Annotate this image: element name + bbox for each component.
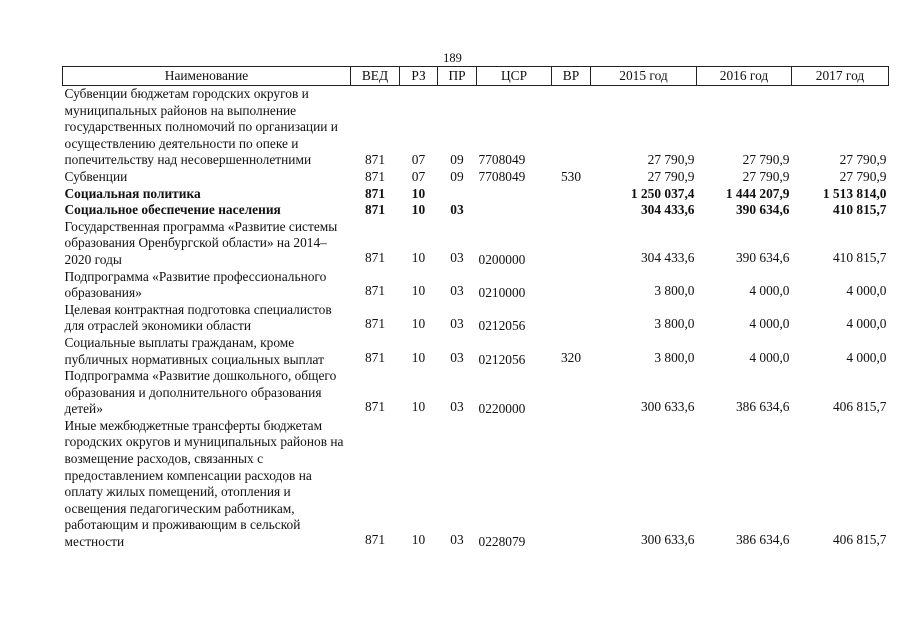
- table-row: [63, 335, 889, 368]
- cell-ved: 871: [364, 168, 386, 184]
- cell-name: Подпрограмма «Развитие дошкольного, общего образования и дополнительного образования детей»: [64, 368, 337, 417]
- cell-rz: 10: [411, 532, 426, 548]
- cell-rz: 10: [411, 283, 426, 299]
- table-header-row: [63, 67, 889, 86]
- cell-2016: 390 634,6: [735, 249, 790, 265]
- cell-vr: [552, 366, 591, 416]
- cell-2016: 390 634,6: [735, 202, 790, 218]
- cell-2015: 304 433,6: [640, 202, 695, 218]
- cell-2016: 386 634,6: [735, 399, 790, 415]
- cell-vr: 530: [560, 168, 582, 184]
- cell-ved: 871: [364, 316, 386, 332]
- cell-vr: [552, 217, 591, 267]
- table-row: [63, 86, 889, 169]
- cell-name: Субвенции бюджетам городских округов и муниципальных районов на выполнение государственных полномочий по организации и осуществлению деятельности по опеке и попечительству над несовершеннолетними: [64, 86, 338, 168]
- cell-2017: 410 815,7: [832, 202, 887, 218]
- cell-vr: [552, 267, 591, 300]
- cell-2017: 406 815,7: [832, 399, 887, 415]
- cell-pr: 03: [450, 283, 464, 299]
- col-header-2015: 2015 год: [591, 67, 697, 86]
- cell-pr: 03: [450, 399, 464, 415]
- cell-name: Социальное обеспечение населения: [64, 202, 281, 218]
- cell-2016: 4 000,0: [749, 283, 790, 299]
- cell-rz: 07: [411, 168, 426, 184]
- cell-ved: 871: [364, 399, 386, 415]
- cell-csr: [477, 186, 552, 203]
- col-header-rz: РЗ: [400, 67, 438, 86]
- cell-2016: 4 000,0: [749, 349, 790, 365]
- cell-pr: 03: [450, 349, 464, 365]
- table-row: [63, 418, 889, 551]
- cell-pr: 03: [450, 202, 464, 218]
- cell-ved: 871: [364, 185, 386, 201]
- cell-csr: 7708049: [478, 168, 526, 184]
- table-row: [63, 302, 889, 335]
- col-header-csr: ЦСР: [477, 67, 552, 86]
- cell-2015: 304 433,6: [640, 249, 695, 265]
- col-header-2017: 2017 год: [792, 67, 889, 86]
- cell-2016: 1 444 207,9: [725, 185, 790, 201]
- cell-pr: 03: [450, 316, 464, 332]
- cell-pr: 09: [450, 152, 464, 168]
- table-row: [63, 269, 889, 302]
- cell-2017: 27 790,9: [839, 152, 887, 168]
- cell-pr: 03: [450, 532, 464, 548]
- cell-2015: 3 800,0: [654, 349, 695, 365]
- cell-vr: [552, 86, 591, 169]
- cell-name: Подпрограмма «Развитие профессионального образования»: [64, 268, 327, 301]
- cell-csr: 0228079: [478, 534, 526, 550]
- cell-2016: 27 790,9: [742, 168, 790, 184]
- cell-rz: 07: [411, 152, 426, 168]
- cell-ved: 871: [364, 152, 386, 168]
- cell-ved: 871: [364, 249, 386, 265]
- page-number: 189: [443, 51, 462, 65]
- budget-table: [62, 66, 889, 551]
- cell-name: Государственная программа «Развитие системы образования Оренбургской области» на 2014–2020 годы: [64, 218, 338, 267]
- cell-name: Субвенции: [64, 168, 128, 184]
- cell-2015: 3 800,0: [654, 316, 695, 332]
- table-body: [63, 86, 889, 551]
- col-header-2016: 2016 год: [697, 67, 792, 86]
- table-row: [63, 368, 889, 418]
- cell-rz: 10: [411, 349, 426, 365]
- cell-rz: 10: [411, 185, 426, 201]
- cell-name: Иные межбюджетные трансферты бюджетам городских округов и муниципальных районов на возмещение расходов, связанных с предоставлением компенсации расходов на оплату жилых помещений, отопления и освещения педагогическим работникам, работающим и проживающим в сельской местности: [64, 417, 344, 550]
- cell-rz: 10: [411, 399, 426, 415]
- cell-csr: 0212056: [478, 318, 526, 334]
- cell-rz: 10: [411, 249, 426, 265]
- col-header-ved: ВЕД: [351, 67, 400, 86]
- cell-2015: 300 633,6: [640, 532, 695, 548]
- cell-2017: 410 815,7: [832, 249, 887, 265]
- cell-2016: 27 790,9: [742, 152, 790, 168]
- cell-vr: [552, 416, 591, 549]
- cell-2017: 4 000,0: [846, 283, 887, 299]
- cell-ved: 871: [364, 283, 386, 299]
- cell-csr: 0210000: [478, 285, 526, 301]
- cell-2017: 27 790,9: [839, 168, 887, 184]
- cell-2017: 4 000,0: [846, 316, 887, 332]
- cell-rz: 10: [411, 202, 426, 218]
- cell-2017: 1 513 814,0: [822, 185, 887, 201]
- cell-pr: [438, 186, 477, 203]
- cell-csr: [477, 202, 552, 219]
- cell-2017: 4 000,0: [846, 349, 887, 365]
- cell-ved: 871: [364, 532, 386, 548]
- cell-2015: 27 790,9: [647, 168, 695, 184]
- cell-pr: 09: [450, 168, 464, 184]
- col-header-vr: ВР: [552, 67, 591, 86]
- table-row: [63, 169, 889, 186]
- cell-vr: 320: [560, 349, 582, 365]
- table-row: [63, 219, 889, 269]
- cell-rz: 10: [411, 316, 426, 332]
- cell-csr: 0200000: [478, 251, 526, 267]
- cell-2016: 4 000,0: [749, 316, 790, 332]
- cell-csr: 0220000: [478, 401, 526, 417]
- cell-pr: 03: [450, 249, 464, 265]
- table-row: [63, 186, 889, 203]
- cell-2016: 386 634,6: [735, 532, 790, 548]
- cell-2015: 27 790,9: [647, 152, 695, 168]
- cell-2017: 406 815,7: [832, 532, 887, 548]
- cell-name: Целевая контрактная подготовка специалистов для отраслей экономики области: [64, 301, 332, 334]
- cell-2015: 300 633,6: [640, 399, 695, 415]
- cell-ved: 871: [364, 202, 386, 218]
- cell-csr: 0212056: [478, 351, 526, 367]
- col-header-name: Наименование: [63, 67, 351, 86]
- cell-2015: 3 800,0: [654, 283, 695, 299]
- cell-name: Социальные выплаты гражданам, кроме публичных нормативных социальных выплат: [64, 334, 324, 367]
- cell-2015: 1 250 037,4: [630, 185, 695, 201]
- cell-vr: [552, 300, 591, 333]
- cell-name: Социальная политика: [64, 185, 201, 201]
- cell-ved: 871: [364, 349, 386, 365]
- col-header-pr: ПР: [438, 67, 477, 86]
- cell-csr: 7708049: [478, 152, 526, 168]
- cell-vr: [552, 186, 591, 203]
